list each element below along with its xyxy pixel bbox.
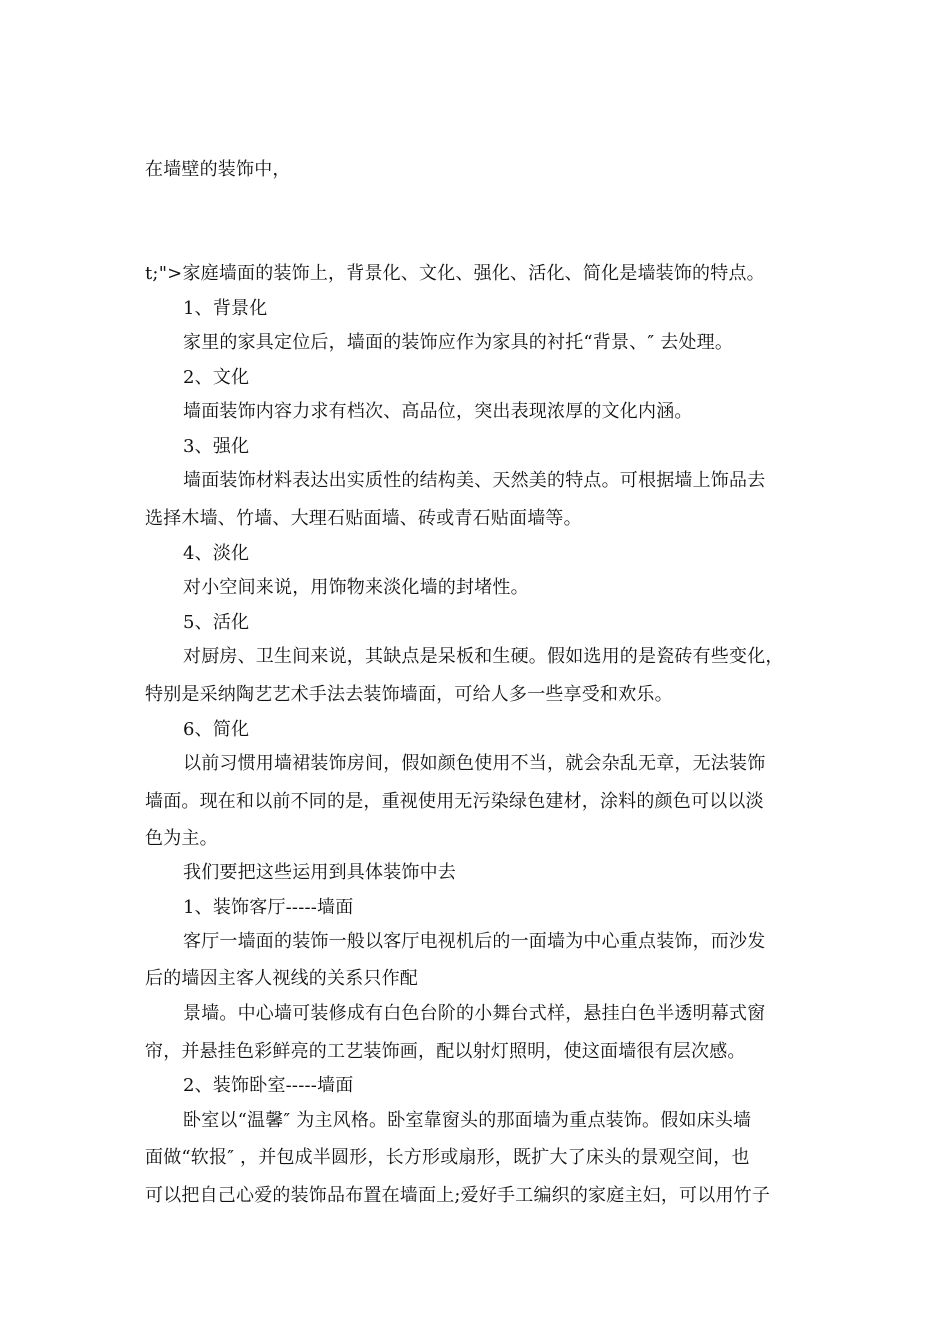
section-heading: 1、装饰客厅-----墙面 <box>183 897 354 918</box>
text-line: 家里的家具定位后，墙面的装饰应作为家具的衬托“背景、″ 去处理。 <box>183 332 734 353</box>
text-line: 色为主。 <box>145 828 218 849</box>
text-line: 景墙。中心墙可装修成有白色台阶的小舞台式样，悬挂白色半透明幕式窗 <box>183 1003 766 1024</box>
text-line: 我们要把这些运用到具体装饰中去 <box>183 862 456 883</box>
text-line: 特别是采纳陶艺艺术手法去装饰墙面，可给人多一些享受和欢乐。 <box>145 684 673 705</box>
section-heading: 2、文化 <box>183 367 250 388</box>
text-line: 客厅一墙面的装饰一般以客厅电视机后的一面墙为中心重点装饰，而沙发 <box>183 931 766 952</box>
text-line: 卧室以“温馨″ 为主风格。卧室靠窗头的那面墙为重点装饰。假如床头墙 <box>183 1110 752 1131</box>
section-heading: 4、淡化 <box>183 543 250 564</box>
text-line: 墙面。现在和以前不同的是，重视使用无污染绿色建材，涂料的颜色可以以淡 <box>145 791 764 812</box>
text-line: 以前习惯用墙裙装饰房间，假如颜色使用不当，就会杂乱无章，无法装饰 <box>183 753 766 774</box>
text-line: 可以把自己心爱的装饰品布置在墙面上;爱好手工编织的家庭主妇，可以用竹子 <box>145 1185 771 1206</box>
text-line: 面做“软报″ ，并包成半圆形，长方形或扇形，既扩大了床头的景观空间，也 <box>145 1147 750 1168</box>
section-heading: 6、简化 <box>183 719 250 740</box>
text-line: t;">家庭墙面的装饰上，背景化、文化、强化、活化、简化是墙装饰的特点。 <box>145 263 765 284</box>
text-line: 墙面装饰材料表达出实质性的结构美、天然美的特点。可根据墙上饰品去 <box>183 470 766 491</box>
text-line: 后的墙因主客人视线的关系只作配 <box>145 968 418 989</box>
text-line: 在墙壁的装饰中， <box>145 159 291 180</box>
section-heading: 1、背景化 <box>183 298 268 319</box>
section-heading: 2、装饰卧室-----墙面 <box>183 1075 354 1096</box>
text-line: 墙面装饰内容力求有档次、高品位，突出表现浓厚的文化内涵。 <box>183 401 693 422</box>
section-heading: 5、活化 <box>183 612 250 633</box>
text-line: 对厨房、卫生间来说，其缺点是呆板和生硬。假如选用的是瓷砖有些变化， <box>183 646 784 667</box>
section-heading: 3、强化 <box>183 436 250 457</box>
text-line: 选择木墙、竹墙、大理石贴面墙、砖或青石贴面墙等。 <box>145 508 582 529</box>
text-line: 帘，并悬挂色彩鲜亮的工艺装饰画，配以射灯照明，使这面墙很有层次感。 <box>145 1041 746 1062</box>
text-line: 对小空间来说，用饰物来淡化墙的封堵性。 <box>183 577 529 598</box>
